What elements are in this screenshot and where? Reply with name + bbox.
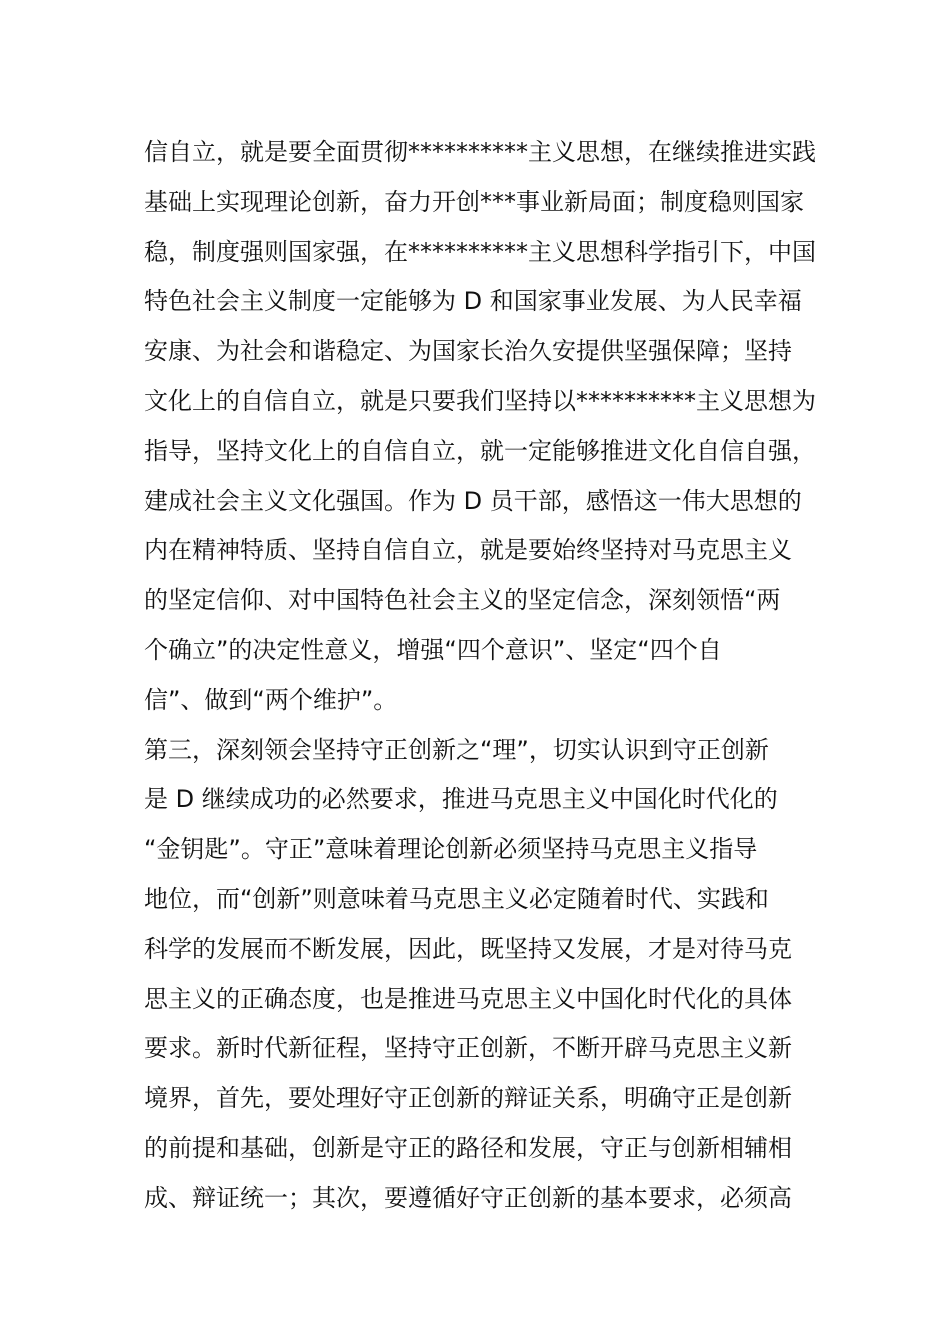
text-line: 文化上的自信自立，就是只要我们坚持以**********主义思想为 <box>144 386 816 415</box>
text-line: 建成社会主义文化强国。作为 D 员干部，感悟这一伟大思想的 <box>144 486 802 515</box>
text-line: 信自立，就是要全面贯彻**********主义思想，在继续推进实践 <box>144 138 816 166</box>
text-line: 指导，坚持文化上的自信自立，就一定能够推进文化自信自强， <box>144 436 816 465</box>
text-line: 特色社会主义制度一定能够为 D 和国家事业发展、为人民幸福 <box>144 287 802 316</box>
text-line: 内在精神特质、坚持自信自立，就是要始终坚持对马克思主义 <box>144 536 792 565</box>
text-line: “金钥匙”。守正”意味着理论创新必须坚持马克思主义指导 <box>144 835 758 864</box>
text-line: 个确立”的决定性意义，增强“四个意识”、坚定“四个自 <box>144 635 722 664</box>
text-line: 科学的发展而不断发展，因此，既坚持又发展，才是对待马克 <box>144 934 792 963</box>
text-line: 是 D 继续成功的必然要求，推进马克思主义中国化时代化的 <box>144 785 778 814</box>
text-line: 要求。新时代新征程，坚持守正创新，不断开辟马克思主义新 <box>144 1034 792 1063</box>
text-line: 安康、为社会和谐稳定、为国家长治久安提供坚强保障；坚持 <box>144 337 792 366</box>
text-line: 信”、做到“两个维护”。 <box>144 685 398 714</box>
text-line: 的坚定信仰、对中国特色社会主义的坚定信念，深刻领悟“两 <box>144 586 781 615</box>
document-body <box>144 128 834 1224</box>
text-line: 稳，制度强则国家强，在**********主义思想科学指引下，中国 <box>144 237 816 266</box>
text-line: 境界，首先，要处理好守正创新的辩证关系，明确守正是创新 <box>144 1084 792 1113</box>
text-line: 地位，而“创新”则意味着马克思主义必定随着时代、实践和 <box>144 884 769 913</box>
text-line: 思主义的正确态度，也是推进马克思主义中国化时代化的具体 <box>144 984 792 1013</box>
text-line: 第三，深刻领会坚持守正创新之“理”，切实认识到守正创新 <box>144 735 769 764</box>
text-line: 的前提和基础，创新是守正的路径和发展，守正与创新相辅相 <box>144 1133 792 1162</box>
text-line: 成、辩证统一；其次，要遵循好守正创新的基本要求，必须高 <box>144 1183 792 1212</box>
text-line: 基础上实现理论创新，奋力开创***事业新局面；制度稳则国家 <box>144 187 804 216</box>
